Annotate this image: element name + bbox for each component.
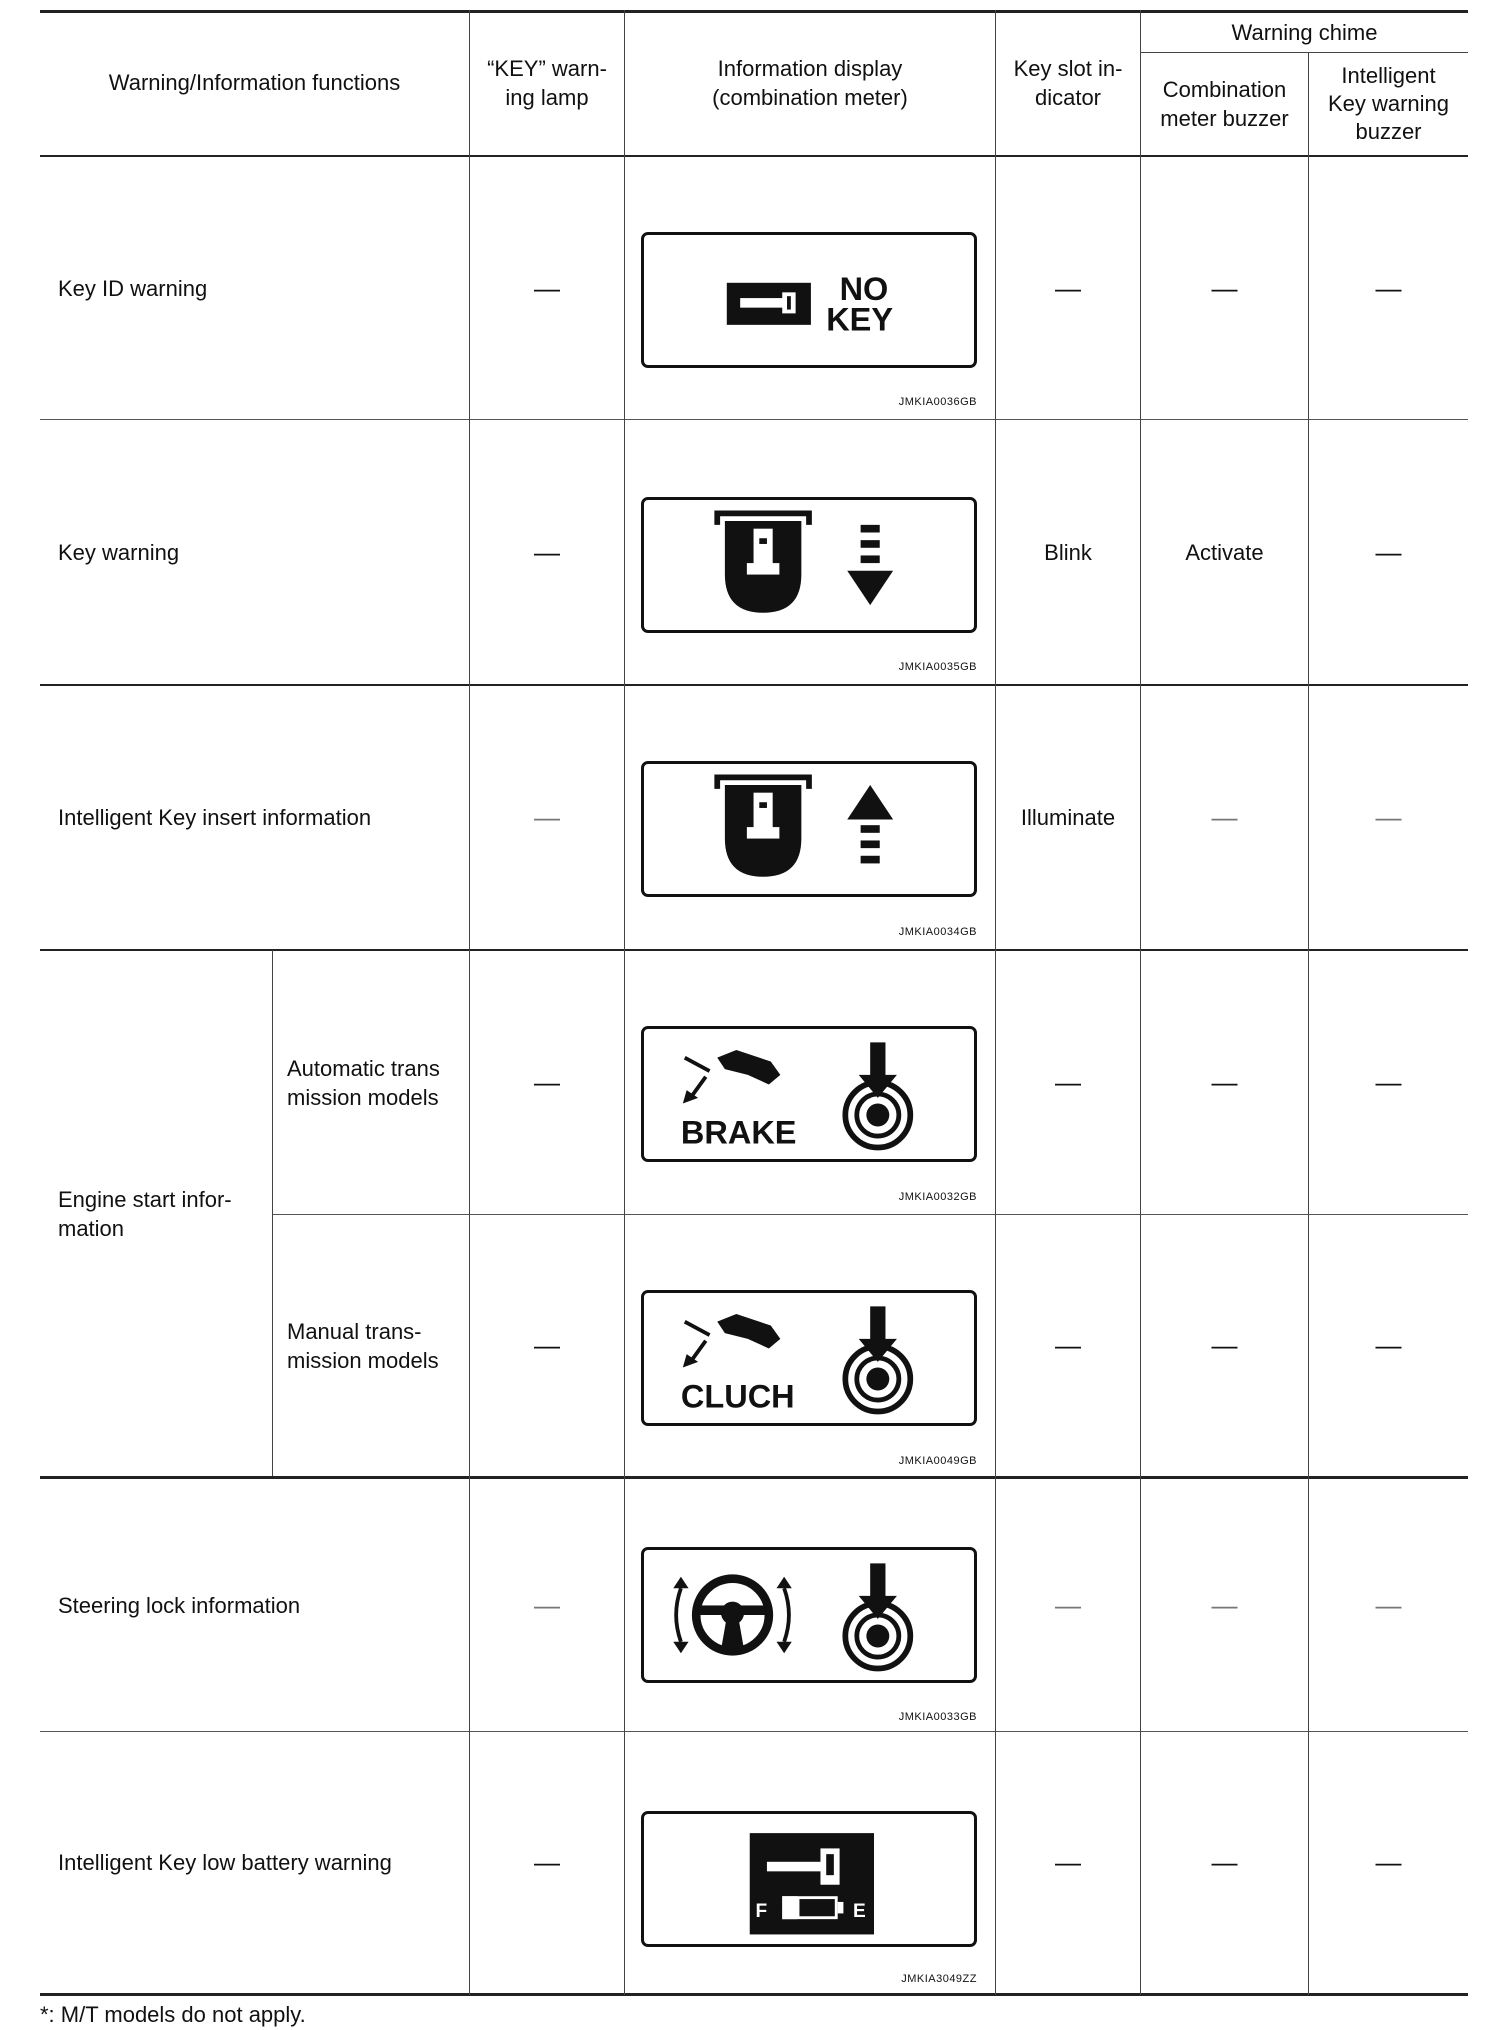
table-bottom-rule xyxy=(40,1993,1468,1996)
no-text: NO xyxy=(839,271,889,307)
key-slot-value: Blink xyxy=(1044,539,1092,565)
low-battery-display xyxy=(641,1811,977,1947)
header-intelligent-buzzer: Intelligent Key warning buzzer xyxy=(1327,63,1450,144)
intelligent-buzzer-value: — xyxy=(1375,1067,1402,1097)
steering-wheel-icon xyxy=(673,1577,792,1653)
combination-buzzer-value: — xyxy=(1211,1067,1238,1097)
combination-buzzer-value: — xyxy=(1211,272,1238,303)
header-functions: Warning/Information functions xyxy=(108,70,401,95)
combination-buzzer-value: Activate xyxy=(1185,539,1264,565)
header-warning-chime: Warning chime xyxy=(1231,20,1378,45)
battery-empty-label: E xyxy=(852,1901,866,1923)
foot-pedal-icon xyxy=(683,1314,781,1368)
key-slot-value: — xyxy=(1055,272,1081,303)
clutch-start-display xyxy=(641,1290,977,1426)
battery-full-label: F xyxy=(755,1901,768,1923)
start-button-icon xyxy=(845,1306,910,1411)
image-code: JMKIA3049ZZ xyxy=(901,1973,977,1985)
row-subfunction: Automatic trans mission models xyxy=(287,1055,440,1110)
row-function: Engine start infor- mation xyxy=(58,1186,232,1241)
intelligent-buzzer-value: — xyxy=(1375,1847,1402,1877)
key-lamp-value: — xyxy=(534,802,560,832)
row-function: Key warning xyxy=(58,539,180,565)
key-insert-display xyxy=(641,761,977,897)
key-slot-value: — xyxy=(1055,1589,1081,1620)
no-key-display xyxy=(641,232,977,368)
header-combination-buzzer: Combination meter buzzer xyxy=(1160,77,1289,131)
intelligent-buzzer-value: — xyxy=(1375,1589,1402,1620)
key-slot-value: — xyxy=(1055,1330,1081,1360)
header-info-display: Information display (combination meter) xyxy=(712,55,908,110)
header-key-slot: Key slot in- dicator xyxy=(1013,55,1123,110)
key-slot-value: Illuminate xyxy=(1020,805,1116,830)
intelligent-buzzer-value: — xyxy=(1375,802,1402,832)
arrow-down-icon xyxy=(847,525,893,605)
start-button-icon xyxy=(845,1563,910,1668)
row-function: Key ID warning xyxy=(58,275,208,301)
key-lamp-value: — xyxy=(534,272,560,303)
key-slot-value: — xyxy=(1055,1847,1081,1877)
key-lamp-value: — xyxy=(534,1847,560,1877)
footnote: *: M/T models do not apply. xyxy=(40,2002,306,2027)
image-code: JMKIA0034GB xyxy=(898,926,977,938)
key-remove-display xyxy=(641,497,977,633)
column-divider xyxy=(624,10,625,1995)
clutch-text: CLUCH xyxy=(680,1378,795,1415)
header-key-lamp: “KEY” warn- ing lamp xyxy=(487,55,607,110)
key-card-icon xyxy=(727,283,811,325)
intelligent-buzzer-value: — xyxy=(1375,1330,1402,1360)
row-function: Intelligent Key insert information xyxy=(58,805,372,830)
intelligent-buzzer-value: — xyxy=(1375,536,1402,567)
key-text: KEY xyxy=(826,301,894,338)
combination-buzzer-value: — xyxy=(1211,1330,1238,1360)
combination-buzzer-value: — xyxy=(1211,1847,1238,1877)
key-slot-icon xyxy=(717,513,809,612)
key-lamp-value: — xyxy=(534,536,560,567)
combination-buzzer-value: — xyxy=(1211,802,1238,832)
key-slot-icon xyxy=(717,777,809,876)
steering-lock-display xyxy=(641,1547,977,1683)
arrow-up-icon xyxy=(847,785,893,863)
image-code: JMKIA0033GB xyxy=(898,1711,977,1723)
foot-pedal-icon xyxy=(683,1050,781,1104)
combination-buzzer-value: — xyxy=(1211,1589,1238,1620)
brake-text: BRAKE xyxy=(680,1114,797,1151)
image-code: JMKIA0032GB xyxy=(898,1191,977,1203)
image-code: JMKIA0049GB xyxy=(898,1455,977,1467)
start-button-icon xyxy=(845,1042,910,1147)
row-function: Steering lock information xyxy=(58,1592,301,1618)
brake-start-display xyxy=(641,1026,977,1162)
key-lamp-value: — xyxy=(534,1067,560,1097)
image-code: JMKIA0036GB xyxy=(898,396,977,408)
intelligent-buzzer-value: — xyxy=(1375,272,1402,303)
row-subfunction: Manual trans- mission models xyxy=(287,1318,439,1373)
row-function: Intelligent Key low battery warning xyxy=(58,1850,392,1875)
key-lamp-value: — xyxy=(534,1589,560,1620)
key-lamp-value: — xyxy=(534,1330,560,1360)
image-code: JMKIA0035GB xyxy=(898,661,977,673)
key-slot-value: — xyxy=(1055,1067,1081,1097)
